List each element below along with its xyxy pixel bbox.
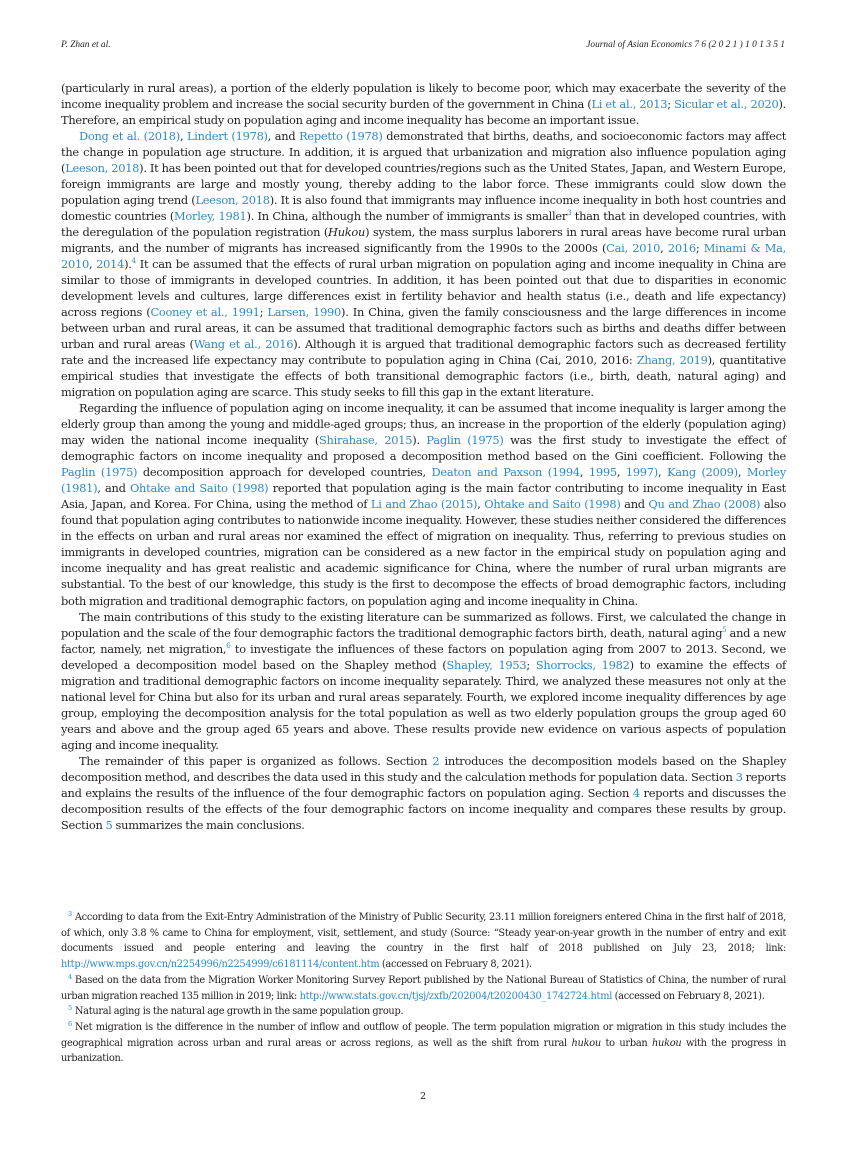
text-run: to investigate the influences of these factors on population aging from 2007 to 2013. Second, we developed a decomposition model based on the Shapley method ( (61, 641, 786, 672)
text-run: demonstrated that births, deaths, and socioeconomic factors may affect the change in population age structure. In addition, it is argued that urbanization and migration also influence population aging ( (61, 129, 787, 176)
citation-link[interactable]: Ohtake and Saito (1998) (129, 481, 269, 496)
citation-link[interactable]: 2014 (96, 257, 125, 272)
citation-link[interactable]: Wang et al., 2016 (193, 337, 294, 352)
text-run: , (88, 257, 97, 272)
text-run: ). Therefore, an empirical study on population aging and income inequality has become an important issue. (61, 97, 786, 128)
paragraph (61, 80, 786, 128)
citation-link[interactable]: Larsen, 1990 (267, 305, 342, 320)
citation-link[interactable]: 5 (105, 817, 113, 832)
citation-link[interactable]: 1995 (588, 465, 617, 480)
footnote-marker[interactable]: 6 (68, 1019, 72, 1028)
citation-link[interactable]: 2 (432, 753, 440, 768)
citation-link[interactable]: http://www.stats.gov.cn/tjsj/zxfb/202004/t20200430_1742724.html (299, 990, 613, 1002)
text-run: , and (267, 129, 300, 144)
text-run: According to data from the Exit-Entry Administration of the Ministry of Public Security, 23.11 million foreigners entered China in the first half of 2018, of which, only 3.8 % came to China for employment, visit, settlement, and study (Source: “Steady year-on-year growth in the number of entry and exit documents issued and people entering and leaving the country in the first half of 2018 published on July 23, 2018; link: (61, 912, 786, 955)
footnote-marker[interactable]: 4 (131, 257, 136, 266)
body-text (61, 80, 786, 833)
footnote (61, 973, 786, 1004)
footnote-marker[interactable]: 4 (68, 972, 72, 981)
text-run: Based on the data from the Migration Worker Monitoring Survey Report published by the National Bureau of Statistics of China, the number of rural urban migration reached 135 million in 2019; link: (61, 974, 786, 1002)
citation-link[interactable]: Cai, 2010 (606, 241, 661, 256)
text-run: ; (259, 305, 268, 320)
text-run: Natural aging is the natural age growth in the same population group. (74, 1006, 404, 1018)
footnotes (61, 910, 786, 1067)
text-run: ). Although it is argued that traditional demographic factors such as decreased fertility rate and the increased life expectancy may contribute to population aging in China (Cai, 2010, 2016: (61, 337, 786, 368)
citation-link[interactable]: Shapley, 1953 (446, 657, 527, 672)
text-run: ; (526, 657, 536, 672)
citation-link[interactable]: Shirahase, 2015 (319, 433, 413, 448)
text-run: reports and discusses the decomposition results of the effects of the four demographic factors on income inequality and compares these results by group. Section (61, 785, 786, 832)
text-run: , (477, 497, 485, 512)
footnote (61, 910, 786, 973)
footnote-marker[interactable]: 5 (722, 625, 727, 634)
citation-link[interactable]: Minami & Ma, 2010 (61, 241, 786, 272)
running-header (61, 40, 785, 56)
text-run: The main contributions of this study to the existing literature can be summarized as follows. First, we calculated the change in population and the scale of the four demographic factors the traditional demographic factors birth, death, natural aging (61, 609, 786, 640)
footnote-marker[interactable]: 6 (226, 641, 231, 650)
citation-link[interactable]: Leeson, 2018 (65, 161, 140, 176)
text-run: introduces the decomposition models based on the Shapley decomposition method, and describes the data used in this study and the calculation methods for population data. Section (61, 753, 787, 784)
text-run: and (620, 497, 649, 512)
citation-link[interactable]: 1997) (625, 465, 658, 480)
text-run: ) to examine the effects of migration and traditional demographic factors on income inequality separately. Third, we analyzed these measures not only at the national level for China but also for its urban and rural areas separately. Fourth, we explored income inequality differences by age group, employing the decomposition analysis for the total population as well as two elderly population groups the group aged 60 years and above and the group aged 65 years and above. These results provide new evidence on various aspects of population aging and income inequality. (61, 657, 786, 752)
citation-link[interactable]: Ohtake and Saito (1998) (484, 497, 621, 512)
citation-link[interactable]: http://www.mps.gov.cn/n2254996/n2254999/c6181114/content.htm (61, 959, 380, 971)
text-run: (accessed on February 8, 2021). (379, 959, 532, 971)
italic-term: hukou (571, 1037, 601, 1049)
paragraph (61, 609, 786, 753)
citation-link[interactable]: Kang (2009) (666, 465, 738, 480)
page-number: 2 (419, 1091, 427, 1102)
text-run: ). (124, 257, 132, 272)
text-run: ). It is also found that immigrants may influence income inequality in both host countries and domestic countries ( (61, 193, 786, 224)
citation-link[interactable]: 2016 (667, 241, 696, 256)
text-run: was the first study to investigate the effect of demographic factors on income inequality and proposed a decomposition method based on the Gini coefficient. Following the (61, 433, 787, 464)
text-run: ) system, the mass surplus laborers in rural areas have become rural urban migrants, and the number of migrants has increased significantly from the 1990s to the 2000s ( (61, 225, 786, 256)
paragraph (61, 128, 786, 400)
citation-link[interactable]: Cooney et al., 1991 (150, 305, 260, 320)
text-run: , and (97, 481, 130, 496)
citation-link[interactable]: Paglin (1975) (426, 433, 504, 448)
text-run: ). In China, given the family consciousness and the large differences in income between urban and rural areas, it can be assumed that traditional demographic factors such as births and deaths differ between urban and rural areas ( (61, 305, 786, 352)
footnote (61, 1004, 786, 1020)
citation-link[interactable]: Sicular et al., 2020 (674, 97, 779, 112)
text-run: Net migration is the difference in the number of inflow and outflow of people. The term population migration or migration in this study includes the geographical migration across urban and rural areas or across regions, as well as the shift from rural (61, 1021, 786, 1049)
citation-link[interactable]: Paglin (1975) (61, 465, 138, 480)
text-run: , (616, 465, 626, 480)
text-run: also found that population aging contributes to nationwide income inequality. However, these studies neither considered the differences in the effects on urban and rural areas nor examined the effect of migration on inequality. Thus, referring to previous studies on immigrants in developed countries, migration can be considered as a new factor in the empirical study on population aging and income inequality and has great realistic and academic significance for China, where the number of rural urban migrants are substantial. To the best of our knowledge, this study is the first to decompose the effects of broad demographic factors, including both migration and traditional demographic factors, on population aging and income inequality in China. (61, 497, 786, 608)
italic-term: hukou (652, 1037, 682, 1049)
text-run: than that in developed countries, with the deregulation of the population registration ( (61, 209, 786, 240)
italic-term: Hukou (328, 225, 366, 240)
text-run: The remainder of this paper is organized as follows. Section (79, 753, 433, 768)
citation-link[interactable]: Zhang, 2019 (636, 353, 708, 368)
text-run: , (657, 465, 667, 480)
text-run: , (737, 465, 747, 480)
footnote-marker[interactable]: 5 (68, 1004, 72, 1013)
text-run: with the progress in urbanization. (61, 1037, 786, 1065)
citation-link[interactable]: Morley, 1981 (174, 209, 247, 224)
text-run: ), quantitative empirical studies that investigate the effects of both transitional demographic factors (i.e., birth, death, natural aging) and migration on population aging are scarce. This study seeks to fill this gap in the extant literature. (61, 353, 786, 400)
citation-link[interactable]: Repetto (1978) (299, 129, 383, 144)
text-run: reported that population aging is the main factor contributing to income inequality in East Asia, Japan, and Korea. For China, using the method of (61, 481, 786, 512)
text-run: It can be assumed that the effects of rural urban migration on population aging and income inequality in China are similar to those of immigrants in developed countries. In addition, it has been pointed out that due to disparities in economic development levels and cultures, large differences exist in fertility behavior and health status (i.e., death and life expectancy) across regions ( (61, 257, 786, 320)
citation-link[interactable]: Li and Zhao (2015) (370, 497, 478, 512)
citation-link[interactable]: Morley (1981) (61, 465, 787, 496)
header-journal: Journal of Asian Economics 7 6 (2 0 2 1 ) 1 0 1 3 5 1 (586, 40, 785, 50)
text-run: to urban (600, 1037, 653, 1049)
citation-link[interactable]: Qu and Zhao (2008) (648, 497, 761, 512)
citation-link[interactable]: 3 (735, 769, 743, 784)
text-run: ; (667, 97, 675, 112)
citation-link[interactable]: Dong et al. (2018) (79, 129, 180, 144)
footnote (61, 1020, 786, 1067)
text-run: ). In China, although the number of immigrants is smaller (246, 209, 568, 224)
text-run: , (579, 465, 589, 480)
text-run: (accessed on February 8, 2021). (612, 990, 765, 1002)
citation-link[interactable]: Shorrocks, 1982 (535, 657, 630, 672)
citation-link[interactable]: Lindert (1978) (186, 129, 268, 144)
text-run: reports and explains the results of the influence of the four demographic factors on population aging. Section (61, 769, 786, 800)
text-run: Regarding the influence of population aging on income inequality, it can be assumed that income inequality is larger among the elderly group than among the young and middle-aged groups; thus, an increase in the proportion of the elderly (population aging) may widen the national income inequality ( (61, 401, 786, 448)
citation-link[interactable]: 4 (632, 785, 640, 800)
text-run: and a new factor, namely, net migration, (61, 625, 786, 656)
header-authors: P. Zhan et al. (61, 40, 111, 50)
citation-link[interactable]: Li et al., 2013 (591, 97, 668, 112)
text-run: , (179, 129, 187, 144)
text-run: ). (412, 433, 427, 448)
text-run: (particularly in rural areas), a portion of the elderly population is likely to become poor, which may exacerbate the severity of the income inequality problem and increase the social security burden of the government in China ( (61, 81, 786, 112)
text-run: summarizes the main conclusions. (112, 817, 305, 832)
citation-link[interactable]: Leeson, 2018 (195, 193, 270, 208)
text-run: ; (695, 241, 704, 256)
text-run: , (660, 241, 668, 256)
footnote-marker[interactable]: 3 (567, 209, 572, 218)
footnote-marker[interactable]: 3 (68, 910, 72, 918)
text-run: ). It has been pointed out that for developed countries/regions such as the United States, Japan, and Western Europe, foreign immigrants are large and mostly young, thereby adding to the labor force. These immigrants could slow down the population aging trend ( (61, 161, 786, 208)
paragraph (61, 400, 786, 608)
citation-link[interactable]: Deaton and Paxson (1994 (431, 465, 580, 480)
paragraph (61, 753, 786, 833)
text-run: decomposition approach for developed countries, (137, 465, 432, 480)
